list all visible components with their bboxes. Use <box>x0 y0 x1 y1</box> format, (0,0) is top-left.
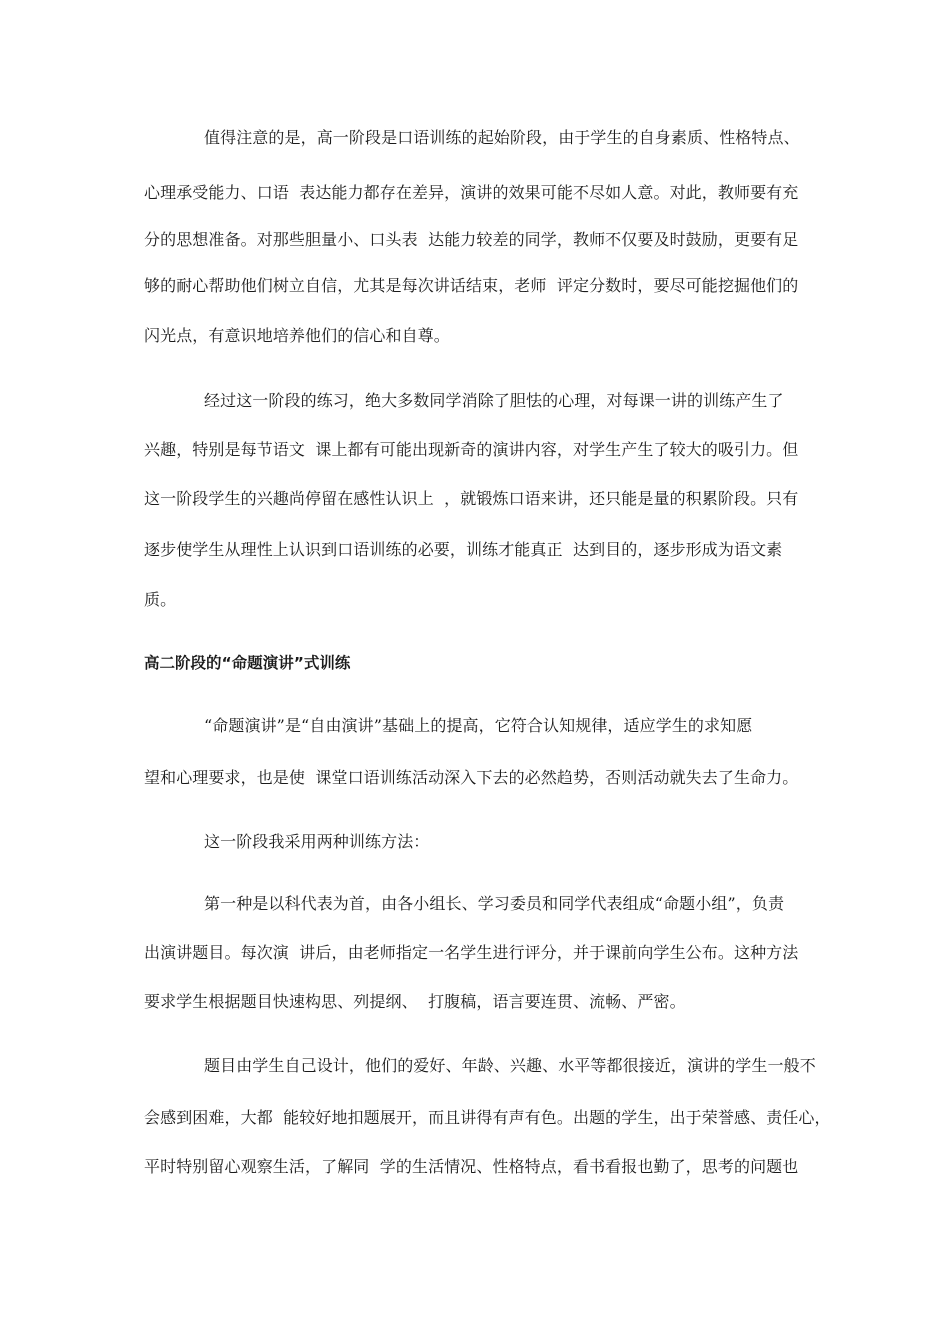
text-line: 兴趣，特别是每节语文 课上都有可能出现新奇的演讲内容，对学生产生了较大的吸引力。但 <box>144 440 799 459</box>
text-line: 要求学生根据题目快速构思、列提纲、 打腹稿，语言要连贯、流畅、严密。 <box>144 992 686 1011</box>
text-line: 质。 <box>144 590 177 609</box>
text-line: 第一种是以科代表为首，由各小组长、学习委员和同学代表组成“命题小组”，负责 <box>204 894 785 913</box>
text-line: 出演讲题目。每次演 讲后，由老师指定一名学生进行评分，并于课前向学生公布。这种方法 <box>144 943 799 962</box>
text-line: 平时特别留心观察生活，了解同 学的生活情况、性格特点，看书看报也勤了，思考的问题也 <box>144 1157 799 1176</box>
text-line: 分的思想准备。对那些胆量小、口头表 达能力较差的同学，教师不仅要及时鼓励，更要有足 <box>144 230 799 249</box>
text-line: 经过这一阶段的练习，绝大多数同学消除了胆怯的心理，对每课一讲的训练产生了 <box>204 391 784 410</box>
text-line: 够的耐心帮助他们树立自信，尤其是每次讲话结束，老师 评定分数时，要尽可能挖掘他们的 <box>144 276 799 295</box>
text-line: 望和心理要求，也是使 课堂口语训练活动深入下去的必然趋势，否则活动就失去了生命力。 <box>144 768 799 787</box>
text-line: 会感到困难，大都 能较好地扣题展开，而且讲得有声有色。出题的学生，出于荣誉感、责任心， <box>144 1108 831 1127</box>
section-heading: 高二阶段的“命题演讲”式训练 <box>144 654 351 672</box>
text-line: 闪光点，有意识地培养他们的信心和自尊。 <box>144 326 450 345</box>
text-line: 心理承受能力、口语 表达能力都存在差异，演讲的效果可能不尽如人意。对此，教师要有充 <box>144 183 799 202</box>
text-line: 值得注意的是，高一阶段是口语训练的起始阶段，由于学生的自身素质、性格特点、 <box>204 128 800 147</box>
text-line: 这一阶段学生的兴趣尚停留在感性认识上 ，就锻炼口语来讲，还只能是量的积累阶段。只有 <box>144 489 799 508</box>
text-line: 题目由学生自己设计，他们的爱好、年龄、兴趣、水平等都很接近，演讲的学生一般不 <box>204 1056 816 1075</box>
text-line: “命题演讲”是“自由演讲”基础上的提高，它符合认知规律，适应学生的求知愿 <box>204 716 753 735</box>
text-line: 这一阶段我采用两种训练方法： <box>204 832 430 851</box>
text-line: 逐步使学生从理性上认识到口语训练的必要，训练才能真正 达到目的，逐步形成为语文素 <box>144 540 783 559</box>
